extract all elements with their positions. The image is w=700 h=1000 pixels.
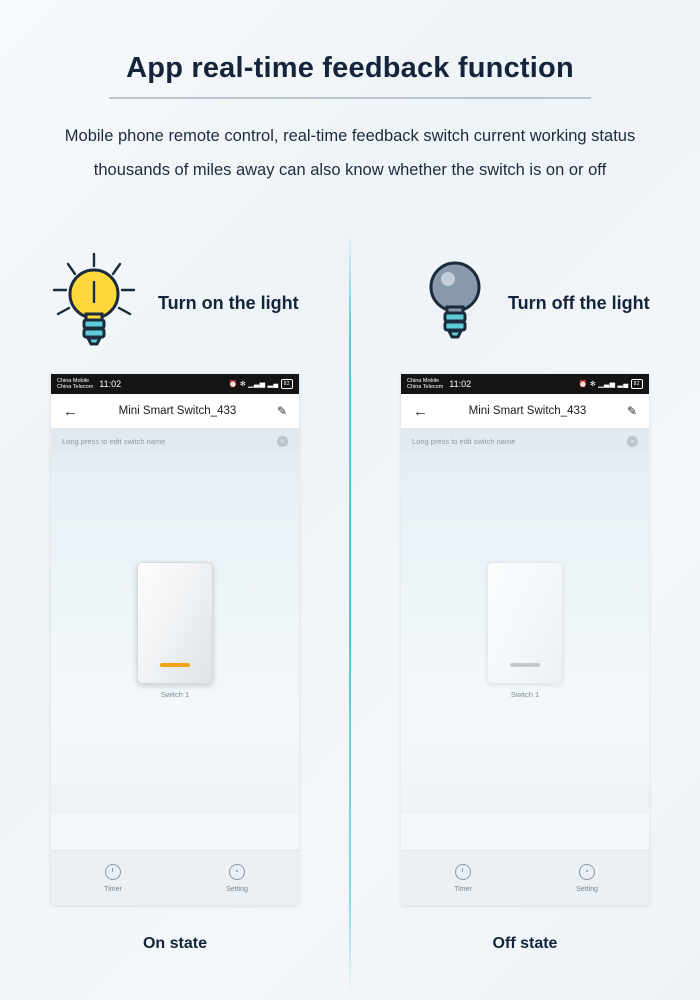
bulb-row-on xyxy=(0,232,350,374)
toolbar-label-timer: Timer xyxy=(104,885,122,893)
toolbar-label-timer: Timer xyxy=(454,885,472,893)
bulb-row-off xyxy=(350,232,700,374)
app-title: Mini Smart Switch_433 xyxy=(118,405,237,417)
battery-icon: 82 xyxy=(631,379,643,389)
status-bar-off xyxy=(401,374,649,394)
back-arrow-icon[interactable]: ← xyxy=(63,402,78,420)
back-arrow-icon[interactable]: ← xyxy=(413,402,428,420)
signal-icon: ▁▃▅ xyxy=(248,381,266,388)
battery-icon: 82 xyxy=(281,379,293,389)
switch-caption: Switch 1 xyxy=(510,690,540,699)
title-underline xyxy=(109,97,591,99)
bottom-toolbar-on xyxy=(51,850,299,905)
pencil-edit-icon[interactable]: ✎ xyxy=(276,404,287,418)
bottom-toolbar-off xyxy=(401,850,649,905)
carrier-info xyxy=(407,378,443,391)
signal-wifi-bluetooth-icons xyxy=(579,379,643,389)
toolbar-item-setting[interactable] xyxy=(175,851,299,905)
status-time: 11:02 xyxy=(449,379,472,389)
bluetooth-icon: ✻ xyxy=(589,381,597,388)
carrier-line-1: China Mobile xyxy=(57,377,90,384)
state-label-off: Off state xyxy=(492,935,558,952)
lightbulb-off-icon xyxy=(418,249,492,358)
switch-indicator-off xyxy=(510,663,540,667)
bulb-label-on: Turn on the light xyxy=(158,292,299,313)
panels-container xyxy=(0,232,700,953)
page-header xyxy=(0,0,700,187)
panel-on-state xyxy=(0,232,350,953)
app-bar-on xyxy=(51,394,299,428)
content-gap-off xyxy=(401,814,649,850)
phone-mockup-on xyxy=(51,374,299,905)
app-bar-off xyxy=(401,394,649,428)
alarm-icon: ⏰ xyxy=(228,381,238,388)
status-time: 11:02 xyxy=(99,379,122,389)
alarm-icon: ⏰ xyxy=(578,381,588,388)
switch-caption: Switch 1 xyxy=(160,690,190,699)
page-title: App real-time feedback function xyxy=(126,52,574,84)
app-title: Mini Smart Switch_433 xyxy=(468,405,587,417)
toolbar-item-timer[interactable] xyxy=(51,851,175,905)
bluetooth-icon: ✻ xyxy=(239,381,247,388)
carrier-line-1: China Mobile xyxy=(407,377,440,384)
toolbar-item-setting[interactable] xyxy=(525,851,649,905)
switch-name-field-on[interactable] xyxy=(51,428,299,454)
content-gap-on xyxy=(51,814,299,850)
switch-device-on[interactable] xyxy=(137,562,213,684)
page-subtitle: Mobile phone remote control, real-time feedback switch current working status thousands of miles away can also know whether the switch is on or off xyxy=(64,127,636,179)
status-bar-on xyxy=(51,374,299,394)
panel-off-state xyxy=(350,232,700,953)
clear-circle-icon[interactable]: × xyxy=(277,436,288,447)
toolbar-label-setting: Setting xyxy=(226,885,248,893)
switch-device-off[interactable] xyxy=(487,562,563,684)
signal-wifi-bluetooth-icons xyxy=(229,379,293,389)
state-label-on: On state xyxy=(142,935,207,952)
timer-icon xyxy=(105,864,121,880)
switch-name-placeholder: Long press to edit switch name xyxy=(412,436,516,446)
wifi-icon: ▂▄ xyxy=(617,381,629,388)
phone-mockup-off xyxy=(401,374,649,905)
pencil-edit-icon[interactable]: ✎ xyxy=(626,404,637,418)
toolbar-item-timer[interactable] xyxy=(401,851,525,905)
gear-icon xyxy=(579,864,595,880)
bulb-label-off: Turn off the light xyxy=(508,292,650,313)
switch-indicator-on xyxy=(160,663,190,667)
timer-icon xyxy=(455,864,471,880)
lightbulb-on-icon xyxy=(46,246,142,361)
signal-icon: ▁▃▅ xyxy=(598,381,616,388)
toolbar-label-setting: Setting xyxy=(576,885,598,893)
carrier-line-2: China Telecom xyxy=(407,384,444,390)
carrier-line-2: China Telecom xyxy=(57,384,94,390)
switch-name-field-off[interactable] xyxy=(401,428,649,454)
device-area-on xyxy=(51,454,299,814)
clear-circle-icon[interactable]: × xyxy=(627,436,638,447)
device-area-off xyxy=(401,454,649,814)
switch-name-placeholder: Long press to edit switch name xyxy=(62,436,166,446)
carrier-info xyxy=(57,378,93,391)
wifi-icon: ▂▄ xyxy=(267,381,279,388)
gear-icon xyxy=(229,864,245,880)
